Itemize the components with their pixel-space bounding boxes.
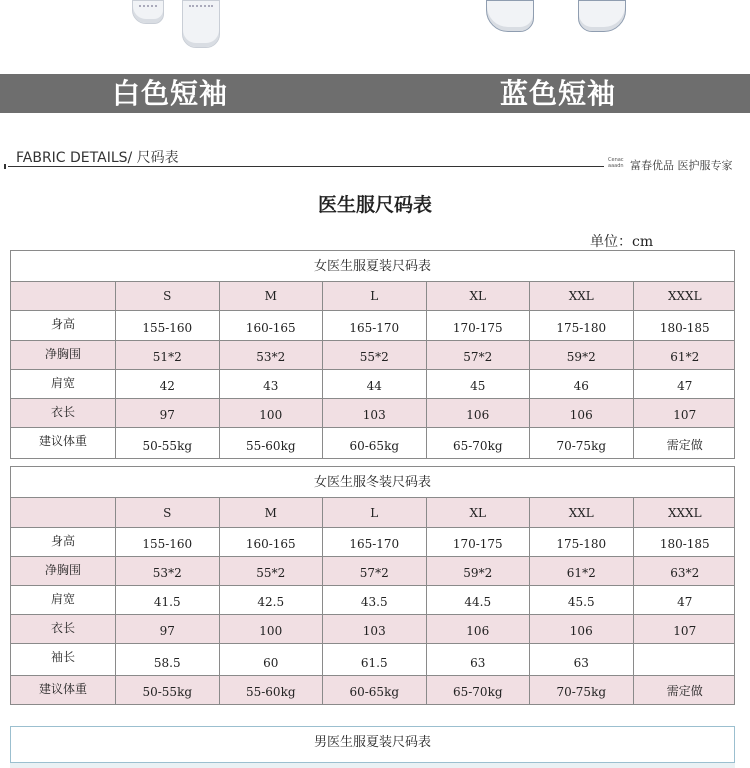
table-cell: 70-75kg	[529, 676, 633, 704]
table-cell: 180-185	[633, 311, 737, 340]
table-cell: 65-70kg	[426, 676, 530, 704]
table-cell: 47	[633, 586, 737, 614]
table-cell: 65-70kg	[426, 428, 530, 458]
table-row	[11, 341, 734, 370]
header-cell-size: XXXL	[633, 282, 737, 310]
table-header-row	[11, 498, 734, 528]
table-cell: 46	[529, 370, 633, 398]
table-cell: 180-185	[633, 528, 737, 556]
table-row	[11, 428, 734, 458]
table-cell: 43	[219, 370, 323, 398]
header-cell-size: S	[115, 282, 219, 310]
fabric-details-heading: FABRIC DETAILS/ 尺码表	[16, 150, 179, 166]
table-header-row	[11, 282, 734, 311]
table-cell: 55*2	[322, 341, 426, 369]
table-cell: 61*2	[633, 341, 737, 369]
table-cell: 63*2	[633, 557, 737, 585]
table-cell: 57*2	[426, 341, 530, 369]
table-caption: 男医生服夏装尺码表	[11, 727, 734, 758]
table-cell: 160-165	[219, 311, 323, 340]
header-cell-size: M	[219, 498, 323, 527]
table-cell: 60-65kg	[322, 676, 426, 704]
table-row	[11, 644, 734, 676]
table-cell: 57*2	[322, 557, 426, 585]
page-title: 医生服尺码表	[317, 194, 432, 216]
table-cell: 106	[529, 399, 633, 427]
header-cell-size: M	[219, 282, 323, 310]
table-cell: 42	[115, 370, 219, 398]
table-cell: 55-60kg	[219, 428, 323, 458]
table-cell: 47	[633, 370, 737, 398]
variant-label-blue: 蓝色短袖	[500, 77, 617, 110]
row-label: 身高	[50, 317, 75, 331]
table-cell: 103	[322, 615, 426, 643]
row-label: 肩宽	[50, 376, 75, 390]
fabric-divider	[8, 166, 604, 167]
table-cell: 53*2	[115, 557, 219, 585]
table-row	[11, 399, 734, 428]
row-label: 净胸围	[44, 563, 81, 577]
table-row	[11, 528, 734, 557]
table-cell: 59*2	[426, 557, 530, 585]
header-cell-size: XXL	[529, 282, 633, 310]
table-cell: 44.5	[426, 586, 530, 614]
table-cell: 103	[322, 399, 426, 427]
table-cell: 107	[633, 615, 737, 643]
size-table-women-summer	[10, 250, 735, 459]
table-cell: 61.5	[322, 644, 426, 675]
table-caption: 女医生服夏装尺码表	[11, 251, 734, 282]
table-row	[11, 676, 734, 704]
table-cell: 60	[219, 644, 323, 675]
row-label: 肩宽	[50, 592, 75, 606]
table-cell: 97	[115, 615, 219, 643]
table-cell: 63	[426, 644, 530, 675]
table-cell: 44	[322, 370, 426, 398]
table-cell: 需定做	[633, 428, 737, 458]
table-cell: 61*2	[529, 557, 633, 585]
table-cell: 165-170	[322, 528, 426, 556]
row-label: 净胸围	[44, 347, 81, 361]
header-cell-size: XXXL	[633, 498, 737, 527]
variant-banner	[0, 74, 750, 113]
table-row	[11, 370, 734, 399]
table-cell: 58.5	[115, 644, 219, 675]
table-cell: 53*2	[219, 341, 323, 369]
table-row	[11, 557, 734, 586]
header-cell-size: XXL	[529, 498, 633, 527]
row-label: 建议体重	[38, 434, 87, 448]
header-cell-size: L	[322, 498, 426, 527]
size-table-women-winter	[10, 466, 735, 705]
table-cell: 175-180	[529, 528, 633, 556]
table-cell: 106	[426, 399, 530, 427]
table-cell: 106	[529, 615, 633, 643]
white-shoe-left	[132, 0, 164, 24]
product-photo-strip	[0, 0, 750, 74]
table-cell: 51*2	[115, 341, 219, 369]
table-cell: 45	[426, 370, 530, 398]
row-label: 身高	[50, 534, 75, 548]
table-header-row-partial	[10, 762, 735, 768]
table-cell: 170-175	[426, 528, 530, 556]
table-row	[11, 615, 734, 644]
unit-label: 单位：cm	[590, 234, 654, 250]
brand-tagline: 富春优品 医护服专家	[630, 159, 733, 172]
row-label: 衣长	[50, 621, 75, 635]
table-cell: 155-160	[115, 311, 219, 340]
blue-shoe-right	[578, 0, 626, 32]
brand-logo-text: Cenac aaadn	[608, 157, 624, 169]
row-label: 衣长	[50, 405, 75, 419]
table-cell: 55-60kg	[219, 676, 323, 704]
table-cell: 50-55kg	[115, 428, 219, 458]
table-cell: 175-180	[529, 311, 633, 340]
header-cell-size: XL	[426, 282, 530, 310]
header-cell-size: XL	[426, 498, 530, 527]
table-cell: 60-65kg	[322, 428, 426, 458]
table-cell: 需定做	[633, 676, 737, 704]
table-cell: 107	[633, 399, 737, 427]
blue-shoe-left	[486, 0, 534, 32]
row-label: 建议体重	[38, 682, 87, 696]
table-cell: 155-160	[115, 528, 219, 556]
table-cell: 45.5	[529, 586, 633, 614]
table-row	[11, 586, 734, 615]
header-cell-size: S	[115, 498, 219, 527]
header-cell-size: L	[322, 282, 426, 310]
table-cell: 100	[219, 615, 323, 643]
table-cell: 170-175	[426, 311, 530, 340]
table-cell: 160-165	[219, 528, 323, 556]
table-cell: 41.5	[115, 586, 219, 614]
header-cell-empty	[11, 282, 115, 310]
white-shoe-right	[182, 0, 220, 48]
table-cell: 63	[529, 644, 633, 675]
header-cell-empty	[11, 498, 115, 527]
table-caption: 女医生服冬装尺码表	[11, 467, 734, 498]
variant-label-white: 白色短袖	[112, 77, 229, 110]
table-cell: 50-55kg	[115, 676, 219, 704]
table-cell: 97	[115, 399, 219, 427]
table-cell: 165-170	[322, 311, 426, 340]
table-cell: 70-75kg	[529, 428, 633, 458]
table-cell	[633, 644, 737, 675]
table-cell: 59*2	[529, 341, 633, 369]
table-cell: 100	[219, 399, 323, 427]
table-cell: 106	[426, 615, 530, 643]
table-cell: 55*2	[219, 557, 323, 585]
table-row	[11, 311, 734, 341]
table-cell: 43.5	[322, 586, 426, 614]
table-cell: 42.5	[219, 586, 323, 614]
row-label: 袖长	[50, 650, 75, 664]
